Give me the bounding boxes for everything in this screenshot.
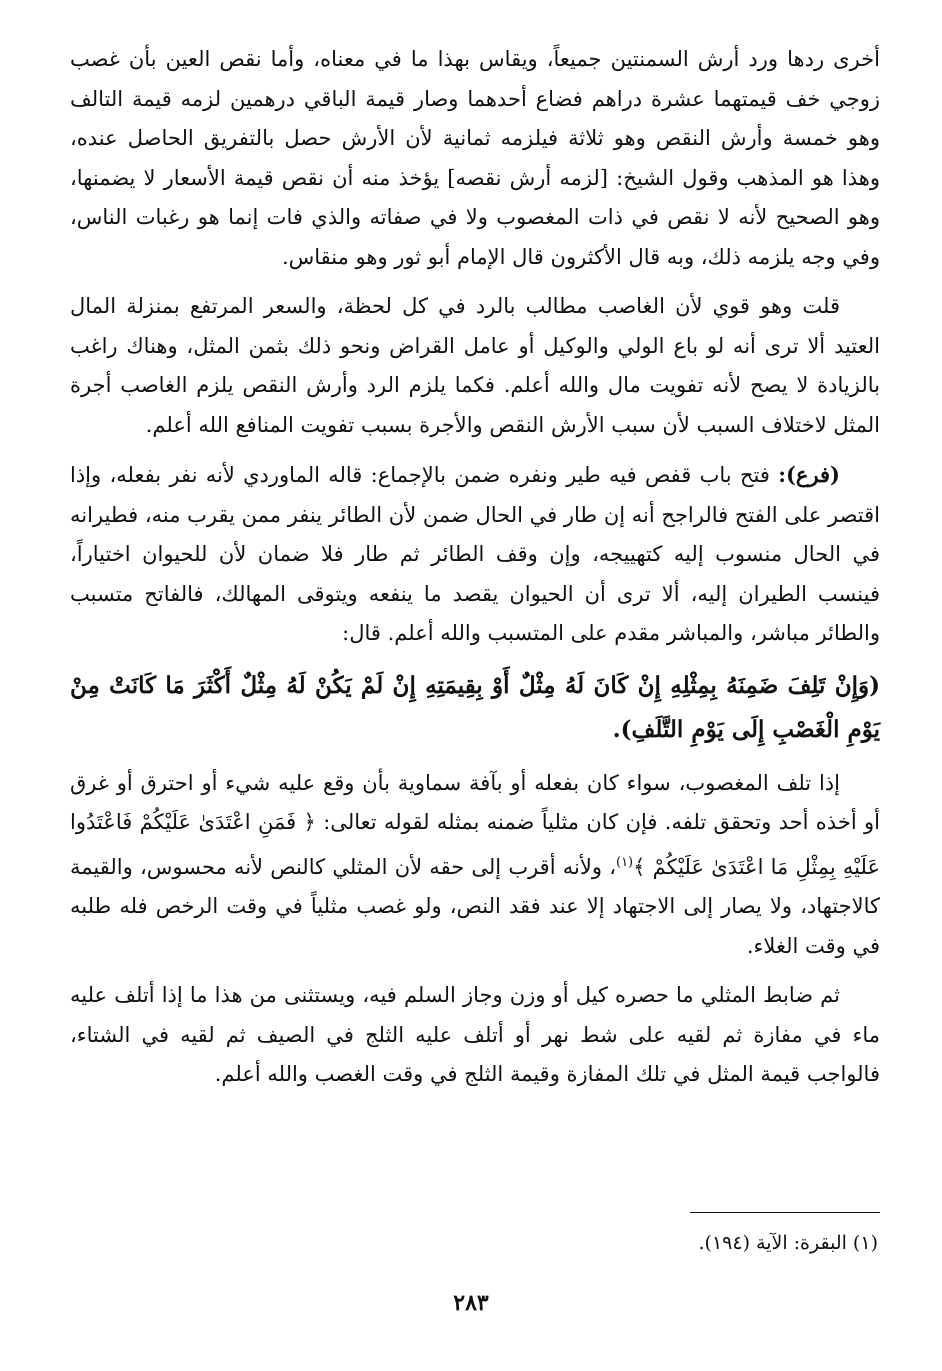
paragraph-4-part-b: ، ولأنه أقرب إلى حقه لأن المثلي كالنص لأنه محسوس، والقيمة كالاجتهاد، ولا يصار إلى الاجتهاد إلا عند فقد النص، ولو غصب مثلياً في وقت الرخص فله طلبه في وقت الغلاء. [70,854,880,958]
page-body [70,40,880,1105]
far-label: (فرع): [778,462,840,487]
quran-verse: ﴿ فَمَنِ اعْتَدَىٰ عَلَيْكُمْ فَاعْتَدُوا عَلَيْهِ بِمِثْلِ مَا اعْتَدَىٰ عَلَيْكُمْ ﴾ [70,810,880,879]
paragraph-far [70,455,880,654]
paragraph-4-part-a: إذا تلف المغصوب، سواء كان بفعله أو بآفة سماوية بأن وقع عليه شيء أو احترق أو غرق أو أخذه أحد وتحقق تلفه. فإن كان مثلياً ضمنه بمثله لقوله تعالى: [70,770,881,834]
paragraph-4 [70,764,880,967]
paragraph-5: ثم ضابط المثلي ما حصره كيل أو وزن وجاز السلم فيه، ويستثنى من هذا ما إذا أتلف عليه ماء في مفازة ثم لقيه على شط نهر أو أتلف عليه الثلج في الصيف ثم لقيه في الشتاء، فالواجب قيمة المثل في تلك المفازة وقيمة الثلج في وقت الغصب والله أعلم. [70,983,880,1086]
page-number: ٢٨٣ [453,1290,489,1316]
footnote-reference: (١) [615,854,634,870]
footnote: (١) البقرة: الآية (١٩٤). [698,1232,878,1254]
paragraph-1: أخرى ردها ورد أرش السمنتين جميعاً، ويقاس بهذا ما في معناه، وأما نقص العين بأن غصب زوجي خف قيمتهما عشرة دراهم فضاع أحدهما وصار قيمة الباقي درهمين لزمه قيمة التالف وهو خمسة وأرش النقص وهو ثلاثة فيلزمه ثمانية لأن الأرش حصل بالتفريق الحاصل عنده، وهذا هو المذهب وقول الشيخ: [لزمه أرش نقصه] يؤخذ منه أن نقص قيمة الأسعار لا يضمنها، وهو الصحيح لأنه لا نقص في ذات المغصوب ولا في صفاته والذي فات إنما هو رغبات الناس، وفي وجه يلزمه ذلك، وبه قال الأكثرون قال الإمام أبو ثور وهو منقاس. [70,47,880,269]
far-text: فتح باب قفص فيه طير ونفره ضمن بالإجماع: قاله الماوردي لأنه نفر بفعله، وإذا اقتصر على الفتح فالراجح أنه إن طار في الحال ضمن لأن الطائر ينفر ممن يقرب منه، فطيرانه في الحال منسوب إليه كتهييجه، وإن وقف الطائر ثم طار فلا ضمان لأن للحيوان اختياراً، فينسب الطيران إليه، ألا ترى أن الحيوان يقصد ما ينفعه ويتوقى المهالك، فالفاتح متسبب والطائر مباشر، والمباشر مقدم على المتسبب والله أعلم. قال: [70,463,881,645]
paragraph-2: قلت وهو قوي لأن الغاصب مطالب بالرد في كل لحظة، والسعر المرتفع بمنزلة المال العتيد ألا ترى أنه لو باع الولي والوكيل أو عامل القراض ونحو ذلك بثمن المثل، وهناك راغب بالزيادة لا يصح لأنه تفويت مال والله أعلم. فكما يلزم الرد وأرش النقص يلزم الغاصب أجرة المثل لاختلاف السبب لأن سبب الأرش النقص والأجرة بسبب تفويت المنافع الله أعلم. [70,294,880,437]
footnote-separator [690,1212,880,1213]
matn-text: (وَإِنْ تَلِفَ ضَمِنَهُ بِمِثْلِهِ إِنْ كَانَ لَهُ مِثْلٌ أَوْ بِقِيمَتِهِ إِنْ لَمْ يَكُنْ لَهُ مِثْلٌ أَكْثَرَ مَا كَانَتْ مِنْ يَوْمِ الْغَصْبِ إِلَى يَوْمِ التَّلَفِ). [70,671,880,743]
